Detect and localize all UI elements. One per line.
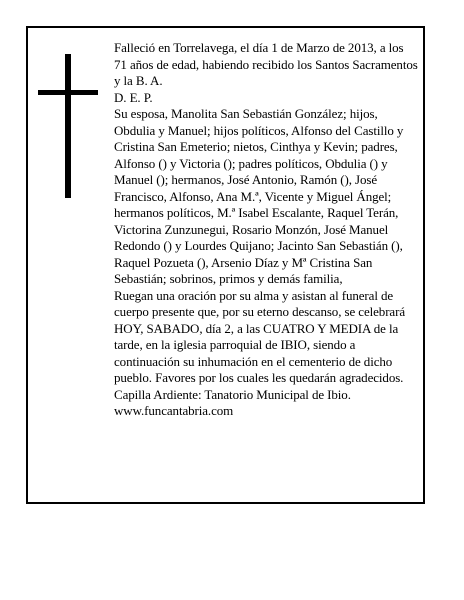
- cross-horizontal-bar: [38, 90, 98, 95]
- funeral-request: Ruegan una oración por su alma y asistan al funeral de cuerpo presente que, por su eterno descanso, se celebrará HOY, SABADO, día 2, a las CUATRO Y MEDIA de la tarde, en la iglesia parroquial de IBIO, siendo a continuación su inhumación en el cementerio de dicho pueblo. Favores por los cuales les quedarán agradecidos. Capilla Ardiente: Tanatorio Municipal de Ibio.: [114, 287, 405, 402]
- rip-line: D. E. P.: [114, 89, 153, 105]
- cross-icon: [38, 54, 98, 198]
- obituary-text: [114, 40, 418, 420]
- family-list: Su esposa, Manolita San Sebastián González; hijos, Obdulia y Manuel; hijos políticos, Alfonso del Castillo y Cristina San Emeterio; nietos, Cinthya y Kevin; padres, Alfonso () y Victoria (); padres políticos, Obdulia () y Manuel (); hermanos, José Antonio, Ramón (), José Francisco, Alfonso, Ana M.ª, Vicente y Miguel Ángel; hermanos políticos, M.ª Isabel Escalante, Raquel Terán, Victorina Zunzunegui, Rosario Monzón, José Manuel Redondo () y Lourdes Quijano; Jacinto San Sebastián (), Raquel Pozueta (), Arsenio Díaz y Mª Cristina San Sebastián; sobrinos, primos y demás familia,: [114, 106, 404, 286]
- cross-vertical-bar: [65, 54, 71, 198]
- website-link: www.funcantabria.com: [114, 403, 234, 418]
- death-announcement: Falleció en Torrelavega, el día 1 de Marzo de 2013, a los 71 años de edad, habiendo recibido los Santos Sacramentos y la B. A.: [114, 40, 418, 88]
